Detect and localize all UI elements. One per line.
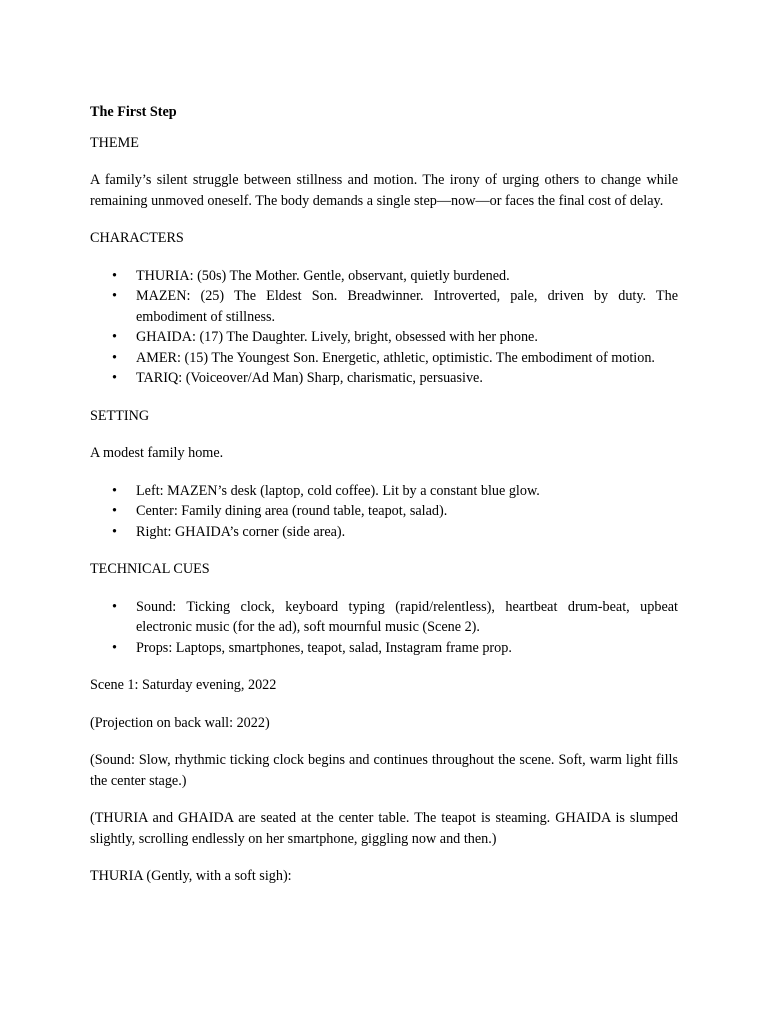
technical-props: Props: Laptops, smartphones, teapot, salad, Instagram frame prop. <box>136 639 512 656</box>
setting-list <box>90 481 678 543</box>
character-tariq: TARIQ: (Voiceover/Ad Man) Sharp, charismatic, persuasive. <box>136 370 483 386</box>
technical-sound: Sound: Ticking clock, keyboard typing (rapid/relentless), heartbeat drum-beat, upbeat electronic music (for the ad), soft mournful music (Scene 2). <box>136 598 678 635</box>
characters-heading: CHARACTERS <box>90 230 184 246</box>
sound-direction: (Sound: Slow, rhythmic ticking clock begins and continues throughout the scene. Soft, warm light fills the center stage.) <box>90 752 678 789</box>
character-ghaida: GHAIDA: (17) The Daughter. Lively, bright, obsessed with her phone. <box>136 329 538 345</box>
bullet-icon: • <box>112 598 117 615</box>
bullet-icon: • <box>112 639 117 656</box>
technical-cues-list <box>90 597 678 659</box>
list-item <box>90 266 678 287</box>
bullet-icon: • <box>112 267 117 284</box>
theme-heading: THEME <box>90 134 139 151</box>
bullet-icon: • <box>112 288 117 304</box>
setting-paragraph: A modest family home. <box>90 445 224 461</box>
list-item <box>90 348 678 369</box>
bullet-icon: • <box>112 349 117 366</box>
list-item <box>90 286 678 327</box>
setting-left: Left: MAZEN’s desk (laptop, cold coffee). Lit by a constant blue glow. <box>136 482 540 499</box>
character-thuria: THURIA: (50s) The Mother. Gentle, observant, quietly burdened. <box>136 267 510 284</box>
stage-direction: (THURIA and GHAIDA are seated at the center table. The teapot is steaming. GHAIDA is slumped slightly, scrolling endlessly on her smartphone, giggling now and then.) <box>90 810 678 847</box>
bullet-icon: • <box>112 482 117 499</box>
character-amer: AMER: (15) The Youngest Son. Energetic, athletic, optimistic. The embodiment of motion. <box>136 349 655 366</box>
list-item <box>90 501 678 522</box>
list-item <box>90 481 678 502</box>
technical-cues-heading: TECHNICAL CUES <box>90 561 210 577</box>
list-item <box>90 638 678 659</box>
character-mazen: MAZEN: (25) The Eldest Son. Breadwinner. Introverted, pale, driven by duty. The embodiment of stillness. <box>136 288 678 325</box>
setting-right: Right: GHAIDA’s corner (side area). <box>136 523 346 540</box>
list-item <box>90 368 678 389</box>
document-title: The First Step <box>90 104 177 120</box>
setting-center: Center: Family dining area (round table, teapot, salad). <box>136 503 448 519</box>
theme-paragraph: A family’s silent struggle between stillness and motion. The irony of urging others to change while remaining unmoved oneself. The body demands a single step—now—or faces the final cost of delay. <box>90 172 678 209</box>
document-body <box>90 102 678 887</box>
scene-heading: Scene 1: Saturday evening, 2022 <box>90 677 277 693</box>
bullet-icon: • <box>112 329 117 345</box>
bullet-icon: • <box>112 370 117 386</box>
projection-direction: (Projection on back wall: 2022) <box>90 714 270 731</box>
list-item <box>90 522 678 543</box>
list-item <box>90 327 678 348</box>
setting-heading: SETTING <box>90 407 150 424</box>
list-item <box>90 597 678 638</box>
bullet-icon: • <box>112 503 117 519</box>
characters-list <box>90 266 678 389</box>
speaker-line: THURIA (Gently, with a soft sigh): <box>90 868 292 884</box>
bullet-icon: • <box>112 523 117 540</box>
